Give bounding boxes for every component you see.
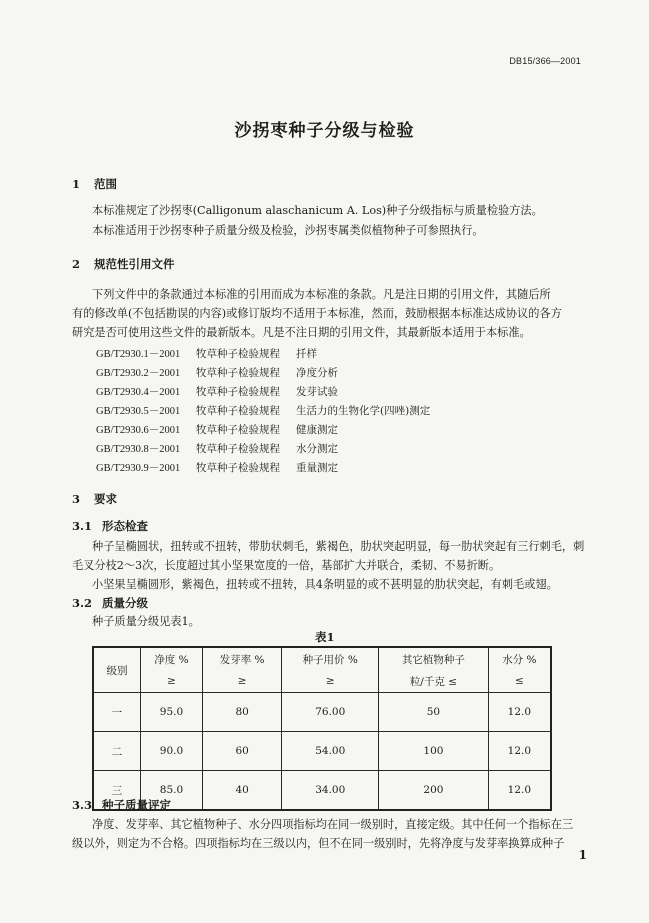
cell-other-seeds: 50 [379,693,489,732]
section-3-1-heading [72,518,148,534]
reference-topic: 生活力的生物化学(四唑)测定 [296,405,431,417]
header-germination-bound: ≥ [202,670,281,693]
cell-other-seeds: 200 [379,771,489,811]
reference-topic: 重量测定 [296,462,338,474]
table-header-row [93,647,551,670]
section-3-1-para-1-line-1: 种子呈椭圆状，扭转或不扭转，带肋状刺毛，紫褐色，肋状突起明显，每一肋状突起有三行刺毛，刺 [92,540,585,553]
reference-name: 牧草种子检验规程 [196,462,280,474]
table-row [93,693,551,732]
section-3-1-title: 形态检查 [102,519,149,533]
section-2-intro-line-3: 研究是否可使用这些文件的最新版本。凡是不注日期的引用文件，其最新版本适用于本标准。 [72,326,531,339]
section-3-1-para-1-line-2: 毛叉分枝2～3次，长度超过其小坚果宽度的一倍，基部扩大并联合，柔韧、不易折断。 [72,559,501,572]
reference-code: GB/T2930.9－2001 [96,463,181,474]
table-1-caption: 表1 [315,630,335,644]
cell-germination: 80 [202,693,281,732]
section-3-2-heading [72,595,148,611]
reference-name: 牧草种子检验规程 [196,386,280,398]
reference-topic: 发芽试验 [296,386,338,398]
cell-purity: 95.0 [141,693,203,732]
header-use-value: 种子用价 % [282,647,379,670]
cell-moisture: 12.0 [488,693,551,732]
cell-grade: 三 [93,771,141,811]
reference-item [96,422,338,437]
section-3-title: 要求 [94,492,118,506]
reference-item [96,403,430,418]
cell-purity: 85.0 [141,771,203,811]
section-2-number: 2 [72,257,81,271]
header-grade: 级别 [93,647,141,693]
header-moisture-bound: ≤ [488,670,551,693]
reference-name: 牧草种子检验规程 [196,348,280,360]
cell-use-value: 54.00 [282,732,379,771]
reference-code: GB/T2930.5－2001 [96,406,181,417]
cell-other-seeds: 100 [379,732,489,771]
page-title: 沙拐枣种子分级与检验 [234,121,415,141]
section-3-2-number: 3.2 [72,596,93,610]
cell-grade: 一 [93,693,141,732]
section-1-heading [72,176,117,192]
reference-name: 牧草种子检验规程 [196,424,280,436]
cell-use-value: 34.00 [282,771,379,811]
reference-code: GB/T2930.6－2001 [96,425,181,436]
reference-item [96,365,338,380]
reference-topic: 净度分析 [296,367,338,379]
cell-moisture: 12.0 [488,732,551,771]
cell-germination: 60 [202,732,281,771]
cell-germination: 40 [202,771,281,811]
cell-purity: 90.0 [141,732,203,771]
table-header-row-2 [93,670,551,693]
header-other-seeds-unit: 粒/千克 ≤ [379,670,489,693]
section-3-heading [72,491,117,507]
section-3-3-title: 种子质量评定 [102,798,172,812]
table-row [93,732,551,771]
seed-grade-table [92,646,552,811]
reference-item [96,346,317,361]
section-3-3-heading [72,797,171,813]
section-3-3-para-line-2: 级以外，则定为不合格。四项指标均在三级以内，但不在同一级别时，先将净度与发芽率换算成种子 [72,837,565,850]
reference-topic: 水分测定 [296,443,338,455]
cell-grade: 二 [93,732,141,771]
section-3-3-number: 3.3 [72,798,93,812]
section-3-2-para: 种子质量分级见表1。 [92,615,200,628]
section-3-3-para-line-1: 净度、发芽率、其它植物种子、水分四项指标均在同一级别时，直接定级。其中任何一个指标在三 [92,818,574,831]
section-3-1-number: 3.1 [72,519,93,533]
reference-item [96,384,338,399]
reference-code: GB/T2930.8－2001 [96,444,181,455]
section-2-heading [72,256,175,272]
cell-use-value: 76.00 [282,693,379,732]
header-other-seeds: 其它植物种子 [379,647,489,670]
page-number: 1 [578,848,587,862]
header-germination: 发芽率 % [202,647,281,670]
reference-topic: 健康测定 [296,424,338,436]
section-3-number: 3 [72,492,81,506]
reference-item [96,441,338,456]
section-1-paragraph-1: 本标准规定了沙拐枣(Calligonum alaschanicum A. Los)种子分级指标与质量检验方法。 [92,204,543,217]
section-1-number: 1 [72,177,81,191]
section-3-2-title: 质量分级 [102,596,149,610]
reference-code: GB/T2930.2－2001 [96,368,181,379]
reference-topic: 扦样 [296,348,317,360]
standard-code: DB15/366—2001 [509,56,581,66]
reference-code: GB/T2930.4－2001 [96,387,181,398]
header-moisture: 水分 % [488,647,551,670]
section-1-title: 范围 [94,177,118,191]
header-purity: 净度 % [141,647,203,670]
section-2-title: 规范性引用文件 [94,257,175,271]
reference-code: GB/T2930.1－2001 [96,349,181,360]
reference-name: 牧草种子检验规程 [196,443,280,455]
section-1-paragraph-2: 本标准适用于沙拐枣种子质量分级及检验，沙拐枣属类似植物种子可参照执行。 [92,224,484,237]
header-use-value-bound: ≥ [282,670,379,693]
reference-item [96,460,338,475]
header-purity-bound: ≥ [141,670,203,693]
cell-moisture: 12.0 [488,771,551,811]
reference-name: 牧草种子检验规程 [196,405,280,417]
section-2-intro-line-2: 有的修改单(不包括勘误的内容)或修订版均不适用于本标准，然而，鼓励根据本标准达成协议的各方 [72,307,562,320]
section-2-intro-line-1: 下列文件中的条款通过本标准的引用而成为本标准的条款。凡是注日期的引用文件，其随后所 [92,288,551,301]
section-3-1-para-2: 小坚果呈椭圆形，紫褐色，扭转或不扭转，具4条明显的或不甚明显的肋状突起，有刺毛或翅。 [92,578,558,591]
reference-name: 牧草种子检验规程 [196,367,280,379]
